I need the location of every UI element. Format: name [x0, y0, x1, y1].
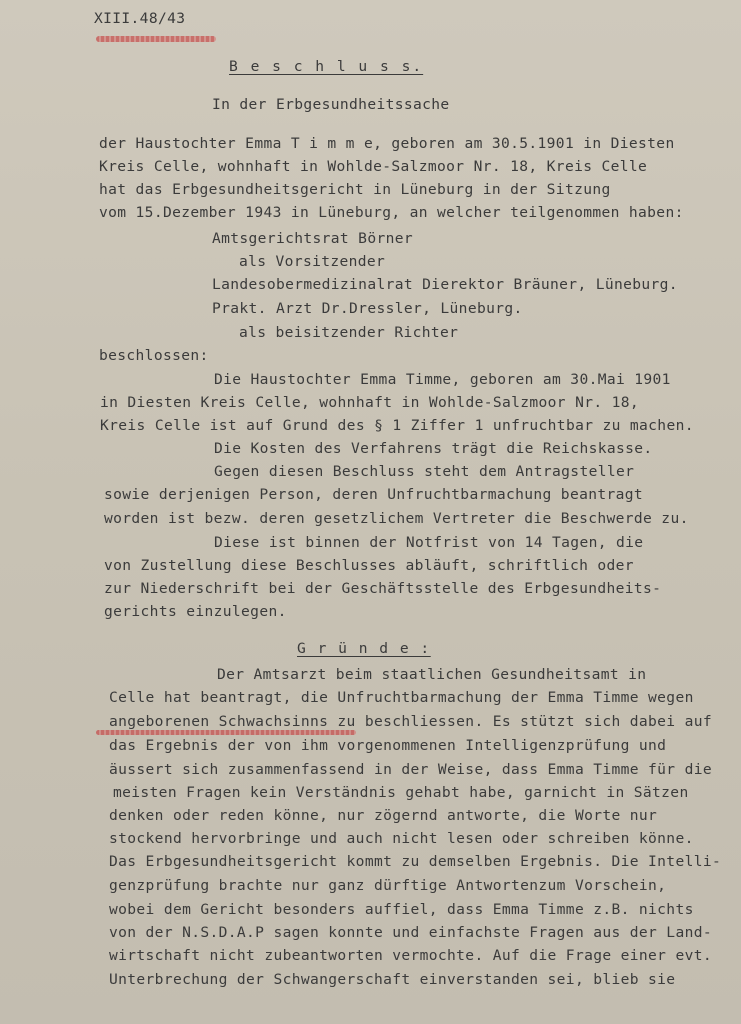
panel-line: Amtsgerichtsrat Börner: [212, 230, 413, 247]
reasons-line: angeborenen Schwachsinns zu beschliessen. Es stützt sich dabei auf: [109, 713, 712, 730]
reasons-line: Unterbrechung der Schwangerschaft einverstanden sei, blieb sie: [109, 971, 676, 988]
intro-line: der Haustochter Emma T i m m e, geboren am 30.5.1901 in Diesten: [99, 135, 675, 152]
reasons-line: äussert sich zusammenfassend in der Weise, dass Emma Timme für die: [109, 761, 712, 778]
reasons-line: genzprüfung brachte nur ganz dürftige Antwortenzum Vorschein,: [109, 877, 667, 894]
reasons-line: wobei dem Gericht besonders auffiel, dass Emma Timme z.B. nichts: [109, 901, 694, 918]
intro-line: vom 15.Dezember 1943 in Lüneburg, an welcher teilgenommen haben:: [99, 204, 684, 221]
document-title: B e s c h l u s s.: [229, 58, 424, 75]
reasons-line: Celle hat beantragt, die Unfruchtbarmachung der Emma Timme wegen: [109, 689, 694, 706]
decision-line: von Zustellung diese Beschlusses abläuft, schriftlich oder: [104, 557, 634, 574]
reasons-line: stockend hervorbringe und auch nicht lesen oder schreiben könne.: [109, 830, 694, 847]
decision-line: zur Niederschrift bei der Geschäftsstelle des Erbgesundheits-: [104, 580, 662, 597]
reasons-heading: G r ü n d e :: [297, 640, 431, 657]
file-reference: XIII.48/43: [94, 10, 186, 27]
decision-line: sowie derjenigen Person, deren Unfruchtbarmachung beantragt: [104, 486, 644, 503]
decision-line: Diese ist binnen der Notfrist von 14 Tagen, die: [214, 534, 644, 551]
reasons-line: Das Erbgesundheitsgericht kommt zu demselben Ergebnis. Die Intelli-: [109, 853, 722, 870]
reasons-line: Der Amtsarzt beim staatlichen Gesundheitsamt in: [217, 666, 647, 683]
decision-line: Die Haustochter Emma Timme, geboren am 30.Mai 1901: [214, 371, 671, 388]
reasons-line: denken oder reden könne, nur zögernd antworte, die Worte nur: [109, 807, 658, 824]
intro-line: Kreis Celle, wohnhaft in Wohlde-Salzmoor Nr. 18, Kreis Celle: [99, 158, 648, 175]
panel-line: als Vorsitzender: [239, 253, 386, 270]
reasons-line: meisten Fragen kein Verständnis gehabt habe, garnicht in Sätzen: [113, 784, 689, 801]
document-subtitle: In der Erbgesundheitssache: [212, 96, 450, 113]
panel-line: Landesobermedizinalrat Dierektor Bräuner, Lüneburg.: [212, 276, 678, 293]
decided-label: beschlossen:: [99, 347, 209, 364]
red-pencil-underline: [96, 730, 356, 735]
decision-line: Kreis Celle ist auf Grund des § 1 Ziffer 1 unfruchtbar zu machen.: [100, 417, 694, 434]
decision-line: in Diesten Kreis Celle, wohnhaft in Wohlde-Salzmoor Nr. 18,: [100, 394, 640, 411]
panel-line: als beisitzender Richter: [239, 324, 459, 341]
decision-line: Die Kosten des Verfahrens trägt die Reichskasse.: [214, 440, 653, 457]
decision-line: worden ist bezw. deren gesetzlichem Vertreter die Beschwerde zu.: [104, 510, 689, 527]
decision-line: gerichts einzulegen.: [104, 603, 287, 620]
intro-line: hat das Erbgesundheitsgericht in Lüneburg in der Sitzung: [99, 181, 611, 198]
red-pencil-mark-header: [96, 36, 216, 42]
reasons-line: das Ergebnis der von ihm vorgenommenen Intelligenzprüfung und: [109, 737, 667, 754]
reasons-line: von der N.S.D.A.P sagen konnte und einfachste Fragen aus der Land-: [109, 924, 712, 941]
reasons-line: wirtschaft nicht zubeantworten vermochte. Auf die Frage einer evt.: [109, 947, 712, 964]
panel-line: Prakt. Arzt Dr.Dressler, Lüneburg.: [212, 300, 523, 317]
decision-line: Gegen diesen Beschluss steht dem Antragsteller: [214, 463, 635, 480]
